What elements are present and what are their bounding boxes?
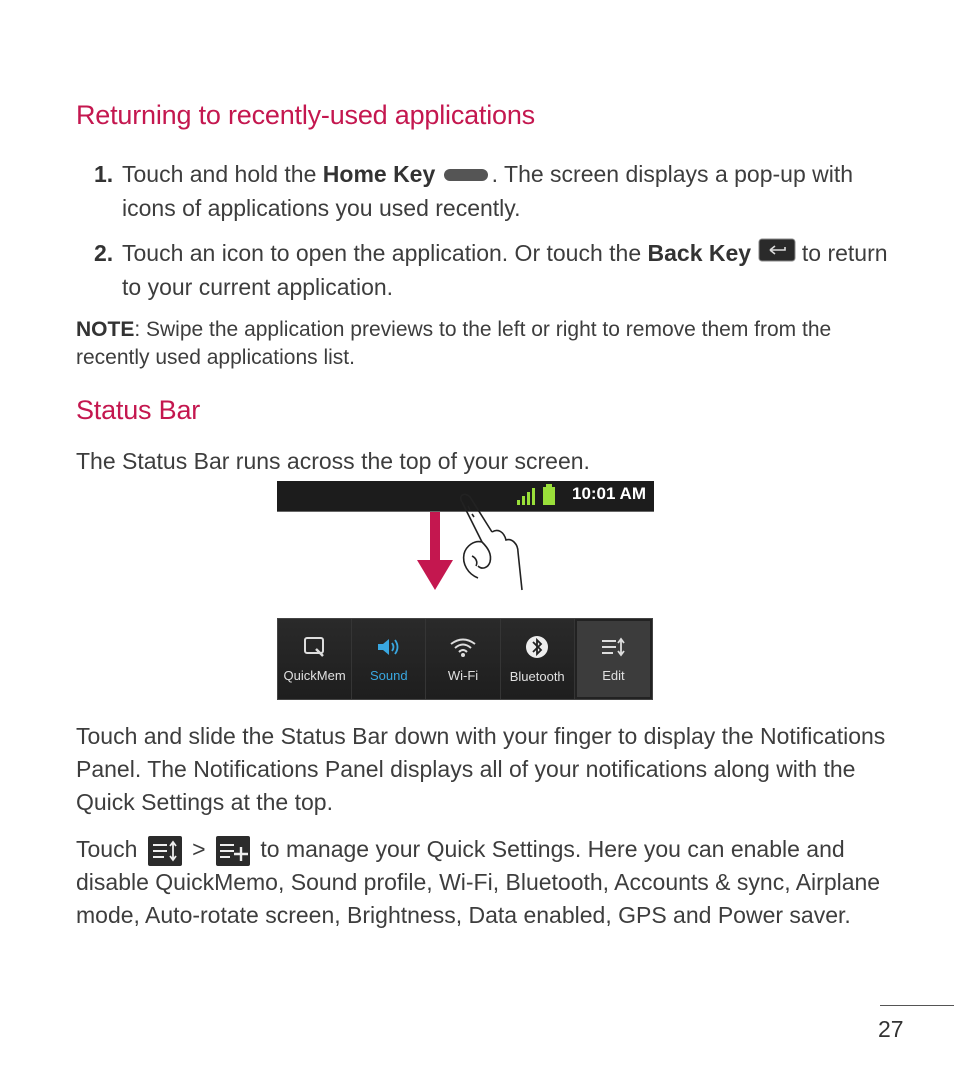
qs-label: Edit: [602, 668, 625, 683]
quick-settings-panel: [277, 618, 653, 700]
home-key-label: Home Key: [322, 161, 436, 187]
back-key-icon: [758, 238, 796, 271]
qs-wifi-button[interactable]: [426, 619, 500, 699]
step-number: 1.: [94, 161, 114, 187]
note: [76, 316, 906, 372]
quick-settings-add-icon: [216, 836, 250, 866]
step-number: 2.: [94, 240, 114, 266]
qs-label: Sound: [370, 668, 408, 683]
sound-icon: [374, 635, 404, 664]
note-label: NOTE: [76, 318, 135, 341]
step-2: 2. Touch an icon to open the application. Or touch the Back Key to return to your current application.: [94, 237, 894, 304]
status-bar-intro: The Status Bar runs across the top of your screen.: [76, 448, 590, 474]
qs-edit-button[interactable]: [575, 619, 652, 699]
qs-label: Bluetooth: [509, 669, 565, 684]
note-text: : Swipe the application previews to the left or right to remove them from the recently used applications list.: [76, 318, 832, 369]
qs-quickmemo-button[interactable]: [278, 619, 352, 699]
status-bar-paragraph-2: Touch > to manage your Quick Settings. Here you can enable and disable QuickMemo, Sound profile, Wi-Fi, Bluetooth, Accounts & sync, Airplane mode, Auto-rotate screen, Brightness, Data enabled, GPS and Power saver.: [76, 836, 881, 928]
status-bar-paragraph-1: Touch and slide the Status Bar down with your finger to display the Notifications Panel. The Notifications Panel displays all of your notifications along with the Quick Settings at the top.: [76, 723, 886, 815]
wifi-icon: [448, 635, 478, 664]
page-number: 27: [878, 1016, 904, 1042]
back-key-label: Back Key: [647, 240, 752, 266]
finger-hand-icon: [452, 492, 528, 597]
step-1: 1. Touch and hold the Home Key . The screen displays a pop-up with icons of applications you used recently.: [94, 158, 894, 225]
qs-bluetooth-button[interactable]: [501, 619, 575, 699]
section-heading-recent-apps: Returning to recently-used applications: [76, 100, 535, 130]
battery-icon: [542, 484, 556, 511]
quick-settings-menu-icon: [148, 836, 182, 866]
qs-label: Wi-Fi: [447, 668, 479, 683]
bluetooth-icon: [524, 634, 550, 665]
qs-label: QuickMem: [283, 668, 346, 683]
section-heading-status-bar: Status Bar: [76, 395, 201, 425]
status-bar-time: 10:01 AM: [571, 484, 646, 503]
footer-divider: [880, 1005, 954, 1006]
edit-icon: [599, 635, 627, 664]
home-key-icon: [442, 159, 492, 192]
qs-sound-button[interactable]: [352, 619, 426, 699]
swipe-down-arrow-icon: [415, 512, 455, 597]
quickmemo-icon: [301, 635, 329, 664]
